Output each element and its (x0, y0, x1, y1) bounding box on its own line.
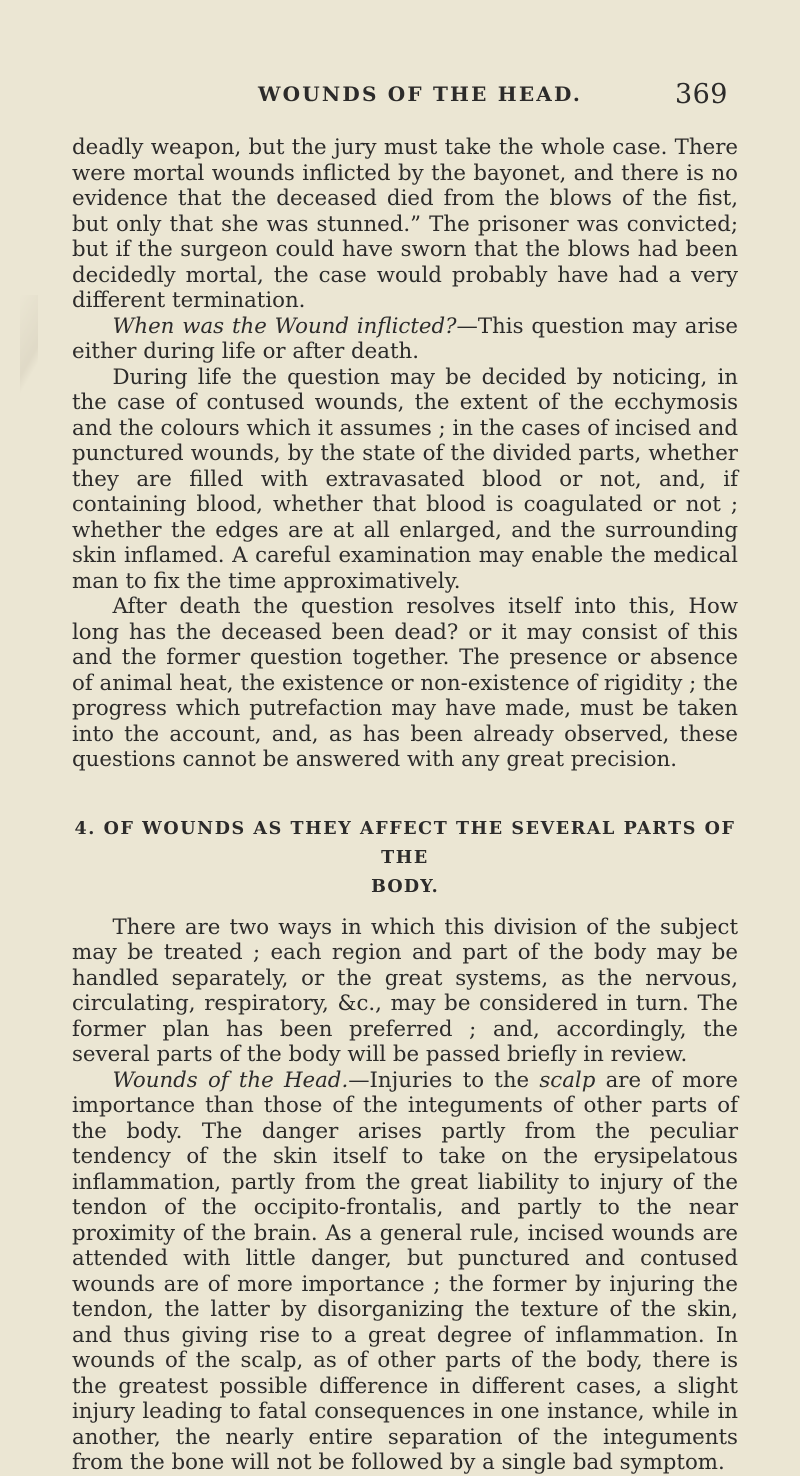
margin-stain (20, 295, 38, 445)
section-heading (72, 815, 738, 902)
paragraph-two-ways: There are two ways in which this division of the subject may be treated ; each region and part of the body may be handled separately, or the great systems, as the nervous, circulating, respiratory, &c., may be considered in turn. The former plan has been preferred ; and, accordingly, the several parts of the body will be passed briefly in review. (72, 914, 738, 1067)
page-number: 369 (674, 79, 728, 110)
section-heading-line-1: 4. OF WOUNDS AS THEY AFFECT THE SEVERAL PARTS OF THE (74, 818, 736, 868)
paragraph-when-inflicted (72, 314, 738, 365)
paragraph-continuation: deadly weapon, but the jury must take the whole case. There were mortal wounds inflicted by the bayonet, and there is no evidence that the deceased died from the blows of the fist, but only that she was stunned.” The prisoner was convicted; but if the surgeon could have sworn that the blows had been decidedly mortal, the case would probably have had a very different termination. (72, 135, 738, 313)
wounds-of-head-part2: are of more importance than those of the integuments of other parts of the body. The danger arises partly from the peculiar tendency of the skin itself to take on the erysipelatous inflammation, partly from the great liability to injury of the tendon of the occipito-frontalis, and partly to the near proximity of the brain. As a general rule, incised wounds are attended with little danger, but punctured and contused wounds are of more importance ; the former by injuring the tendon, the latter by disorganizing the texture of the skin, and thus giving rise to a great degree of inflammation. In wounds of the scalp, as of other parts of the body, there is the greatest possible difference in different cases, a slight injury leading to fatal consequences in one instance, while in another, the nearly entire separation of the integuments from the bone will not be followed by a single bad symptom. (72, 1067, 738, 1475)
running-head: WOUNDS OF THE HEAD. (258, 82, 582, 106)
paragraph-wounds-of-head (72, 1068, 738, 1476)
wounds-of-head-lead: Wounds of the Head. (112, 1067, 349, 1093)
wounds-of-head-part1: —Injuries to the (348, 1067, 540, 1093)
page-body (72, 135, 738, 1476)
paragraph-after-death: After death the question resolves itself into this, How long has the deceased been dead? or it may consist of this and the former question together. The presence or absence of animal heat, the existence or non-existence of rigidity ; the progress which putrefaction may have made, must be taken into the account, and, as has been already observed, these questions cannot be answered with any great precision. (72, 594, 738, 772)
scalp-term: scalp (539, 1067, 596, 1093)
page-header (258, 79, 728, 116)
paragraph-during-life: During life the question may be decided by noticing, in the case of contused wounds, the extent of the ecchymosis and the colours which it assumes ; in the cases of incised and punctured wounds, by the state of the divided parts, whether they are filled with extravasated blood or not, and, if containing blood, whether that blood is coagulated or not ; whether the edges are at all enlarged, and the surrounding skin inflamed. A careful examination may enable the medical man to fix the time approximatively. (72, 364, 738, 594)
section-heading-line-2: BODY. (371, 876, 439, 897)
question-lead: When was the Wound inflicted? (112, 313, 457, 339)
question-rest: —This question may arise either during life or after death. (72, 313, 738, 364)
